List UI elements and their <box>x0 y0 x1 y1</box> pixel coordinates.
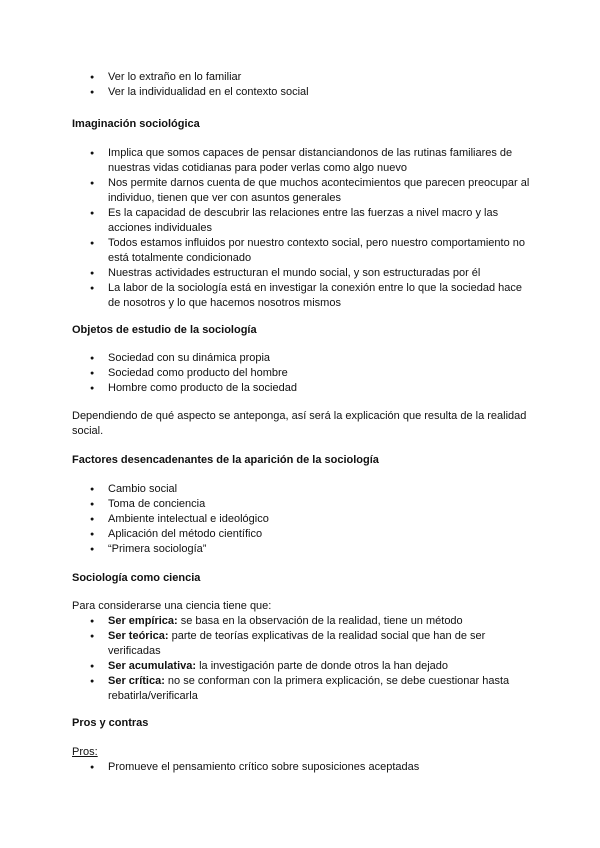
list-item <box>72 614 532 629</box>
ciencia-list <box>72 614 532 704</box>
term: Ser teórica: <box>108 630 169 642</box>
list-item: ● Ambiente intelectual e ideológico <box>72 512 532 527</box>
list-item: ● Todos estamos influidos por nuestro contexto social, pero nuestro comportamiento no está totalmente condicionado <box>72 236 532 266</box>
term: Ser acumulativa: <box>108 660 197 672</box>
list-item: ● Hombre como producto de la sociedad <box>72 381 532 396</box>
list-item: ● Implica que somos capaces de pensar distanciandonos de las rutinas familiares de nuestras vidas cotidianas para poder verlas como algo nuevo <box>72 146 532 176</box>
list-item: ● Sociedad con su dinámica propia <box>72 351 532 366</box>
list-item <box>72 659 532 674</box>
section-heading-imaginacion: Imaginación sociológica <box>72 118 200 130</box>
list-item: ● Es la capacidad de descubrir las relaciones entre las fuerzas a nivel macro y las acciones individuales <box>72 206 532 236</box>
section-heading-objetos: Objetos de estudio de la sociología <box>72 324 257 336</box>
pros-list <box>72 760 532 775</box>
list-item: ● La labor de la sociología está en investigar la conexión entre lo que la sociedad hace de nosotros y lo que hacemos nosotros mismos <box>72 281 532 311</box>
pros-label: Pros: <box>72 746 98 758</box>
list-item: ● Nos permite darnos cuenta de que muchos acontecimientos que parecen preocupar al individuo, tienen que ver con asuntos generales <box>72 176 532 206</box>
imaginacion-list <box>72 146 532 311</box>
list-item: ● Aplicación del método científico <box>72 527 532 542</box>
list-item: ● Cambio social <box>72 482 532 497</box>
objetos-paragraph: Dependiendo de qué aspecto se anteponga, así será la explicación que resulta de la realidad social. <box>72 410 527 437</box>
term-desc: la investigación parte de donde otros la han dejado <box>196 660 449 672</box>
list-item: ● Sociedad como producto del hombre <box>72 366 532 381</box>
intro-list <box>72 70 532 100</box>
term-desc: no se conforman con la primera explicación, se debe cuestionar hasta rebatirla/verificarla <box>108 675 510 702</box>
term-desc: parte de teorías explicativas de la realidad social que han de ser verificadas <box>108 630 486 657</box>
list-item: ● Nuestras actividades estructuran el mundo social, y son estructuradas por él <box>72 266 532 281</box>
section-heading-pros-contras: Pros y contras <box>72 717 149 729</box>
term: Ser crítica: <box>108 675 165 687</box>
list-item: ● Promueve el pensamiento crítico sobre suposiciones aceptadas <box>72 760 532 775</box>
ciencia-intro: Para considerarse una ciencia tiene que: <box>72 600 272 612</box>
term-desc: se basa en la observación de la realidad, tiene un método <box>177 615 463 627</box>
list-item: ● Toma de conciencia <box>72 497 532 512</box>
list-item <box>72 629 532 659</box>
list-item: ● “Primera sociología” <box>72 542 532 557</box>
section-heading-ciencia: Sociología como ciencia <box>72 572 201 584</box>
objetos-list <box>72 351 532 396</box>
list-item: ● Ver la individualidad en el contexto social <box>72 85 532 100</box>
section-heading-factores: Factores desencadenantes de la aparición de la sociología <box>72 454 379 466</box>
term: Ser empírica: <box>108 615 178 627</box>
list-item: ● Ver lo extraño en lo familiar <box>72 70 532 85</box>
list-item <box>72 674 532 704</box>
factores-list <box>72 482 532 557</box>
